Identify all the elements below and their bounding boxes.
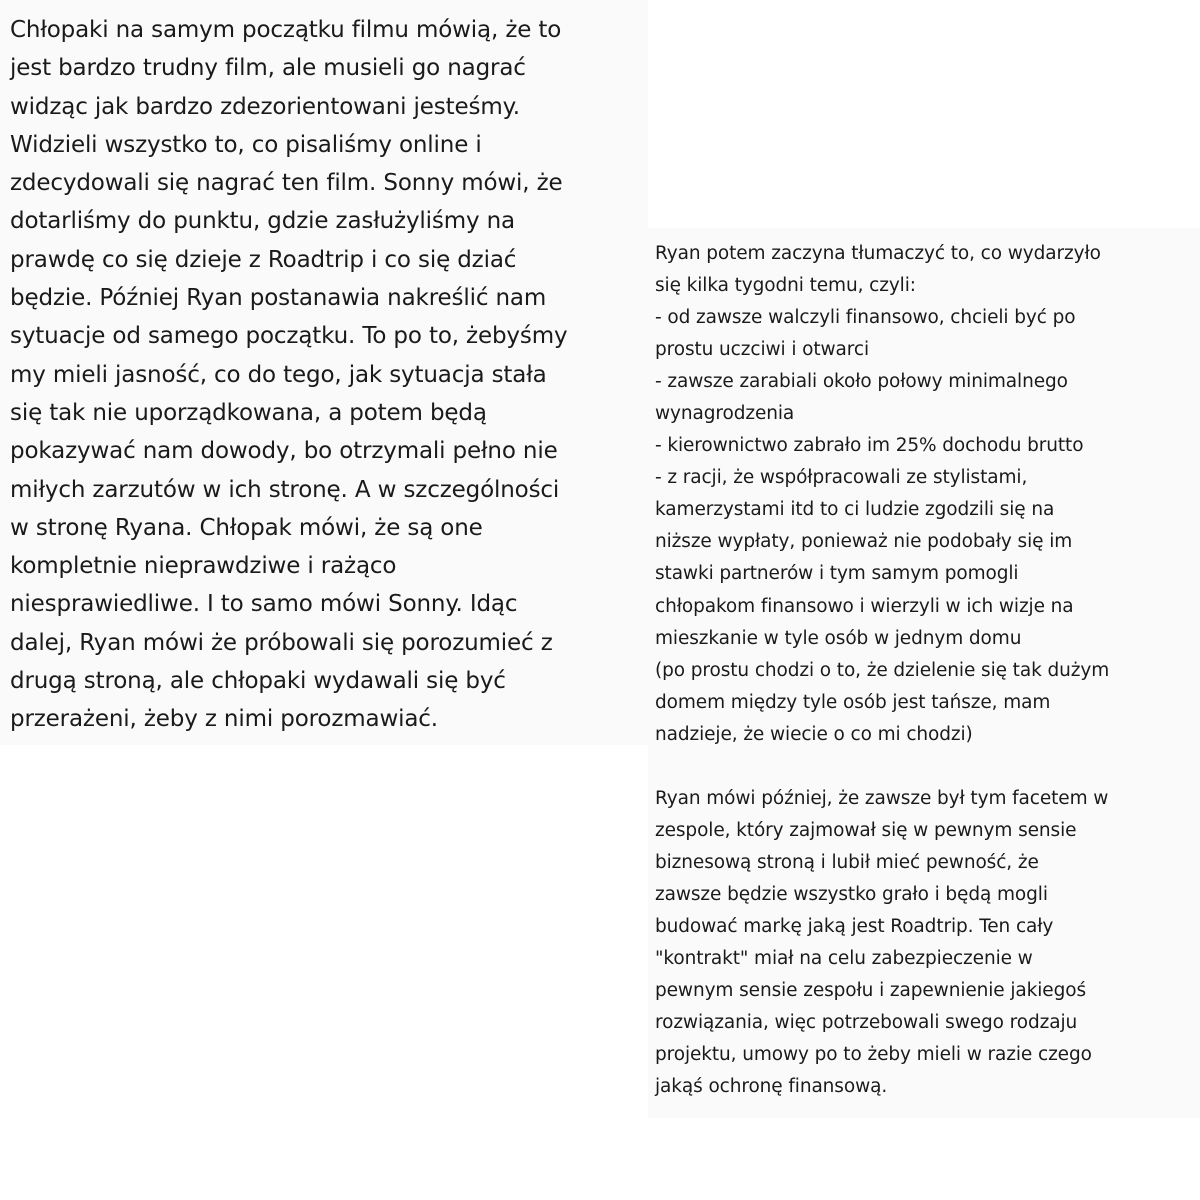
text-line: się tak nie uporządkowana, a potem będą [10,399,487,426]
text-line: dalej, Ryan mówi że próbowali się porozumieć z [10,629,553,656]
text-line: "kontrakt" miał na celu zabezpieczenie w [655,948,1033,970]
text-line: - kierownictwo zabrało im 25% dochodu brutto [655,435,1084,457]
text-line: - od zawsze walczyli finansowo, chcieli być po [655,307,1076,329]
text-line: nadzieje, że wiecie o co mi chodzi) [655,723,973,745]
text-line: niższe wypłaty, ponieważ nie podobały się im [655,531,1073,553]
blank-line [648,751,1109,783]
text-line: - z racji, że współpracowali ze stylistami, [655,467,1028,489]
text-line: zdecydowali się nagrać ten film. Sonny mówi, że [10,170,563,197]
text-line: drugą stroną, ale chłopaki wydawali się być [10,668,506,695]
text-line: domem między tyle osób jest tańsze, mam [655,691,1051,713]
text-line: Ryan mówi później, że zawsze był tym facetem w [655,787,1109,809]
text-line: biznesową stroną i lubił mieć pewność, że [655,851,1039,873]
text-line: kompletnie nieprawdziwe i rażąco [10,553,397,580]
text-line: mieszkanie w tyle osób w jednym domu [655,627,1022,649]
text-line: budować markę jaką jest Roadtrip. Ten cały [655,915,1054,937]
text-line: zespole, który zajmował się w pewnym sensie [655,819,1077,841]
text-line: niesprawiedliwe. I to samo mówi Sonny. Idąc [10,591,518,618]
text-line: - zawsze zarabiali około połowy minimalnego [655,371,1068,393]
text-line: zawsze będzie wszystko grało i będą mogli [655,883,1048,905]
text-line: kamerzystami itd to ci ludzie zgodzili się na [655,499,1055,521]
text-line: Widzieli wszystko to, co pisaliśmy online i [10,131,482,158]
text-line: przerażeni, żeby z nimi porozmawiać. [10,706,438,733]
text-line: sytuacje od samego początku. To po to, żebyśmy [10,323,568,350]
text-line: pokazywać nam dowody, bo otrzymali pełno nie [10,438,558,465]
text-line: prostu uczciwi i otwarci [655,339,869,361]
text-line: jest bardzo trudny film, ale musieli go nagrać [10,55,526,82]
text-line: Chłopaki na samym początku filmu mówią, że to [10,17,562,43]
text-line: będzie. Później Ryan postanawia nakreślić nam [10,285,547,312]
text-line: Ryan potem zaczyna tłumaczyć to, co wydarzyło [655,243,1101,264]
left-text-body [0,11,567,739]
text-line: miłych zarzutów w ich stronę. A w szczególności [10,476,560,503]
text-line: pewnym sensie zespołu i zapewnienie jakiegoś [655,980,1086,1002]
text-line: jakąś ochronę finansową. [655,1076,888,1098]
right-text-body [648,238,1109,1103]
text-line: widząc jak bardzo zdezorientowani jesteśmy. [10,93,520,120]
right-text-panel [648,228,1200,1118]
text-line: chłopakom finansowo i wierzyli w ich wizje na [655,595,1074,617]
text-line: dotarliśmy do punktu, gdzie zasłużyliśmy na [10,208,515,235]
text-line: się kilka tygodni temu, czyli: [655,275,916,297]
text-line: stawki partnerów i tym samym pomogli [655,563,1019,585]
text-line: projektu, umowy po to żeby mieli w razie czego [655,1044,1092,1066]
text-line: prawdę co się dzieje z Roadtrip i co się dziać [10,246,517,273]
left-text-panel [0,0,648,745]
text-line: rozwiązania, więc potrzebowali swego rodzaju [655,1012,1078,1034]
text-line: w stronę Ryana. Chłopak mówi, że są one [10,514,483,541]
text-line: wynagrodzenia [655,403,795,425]
text-line: my mieli jasność, co do tego, jak sytuacja stała [10,361,547,388]
text-line: (po prostu chodzi o to, że dzielenie się tak dużym [655,659,1110,681]
